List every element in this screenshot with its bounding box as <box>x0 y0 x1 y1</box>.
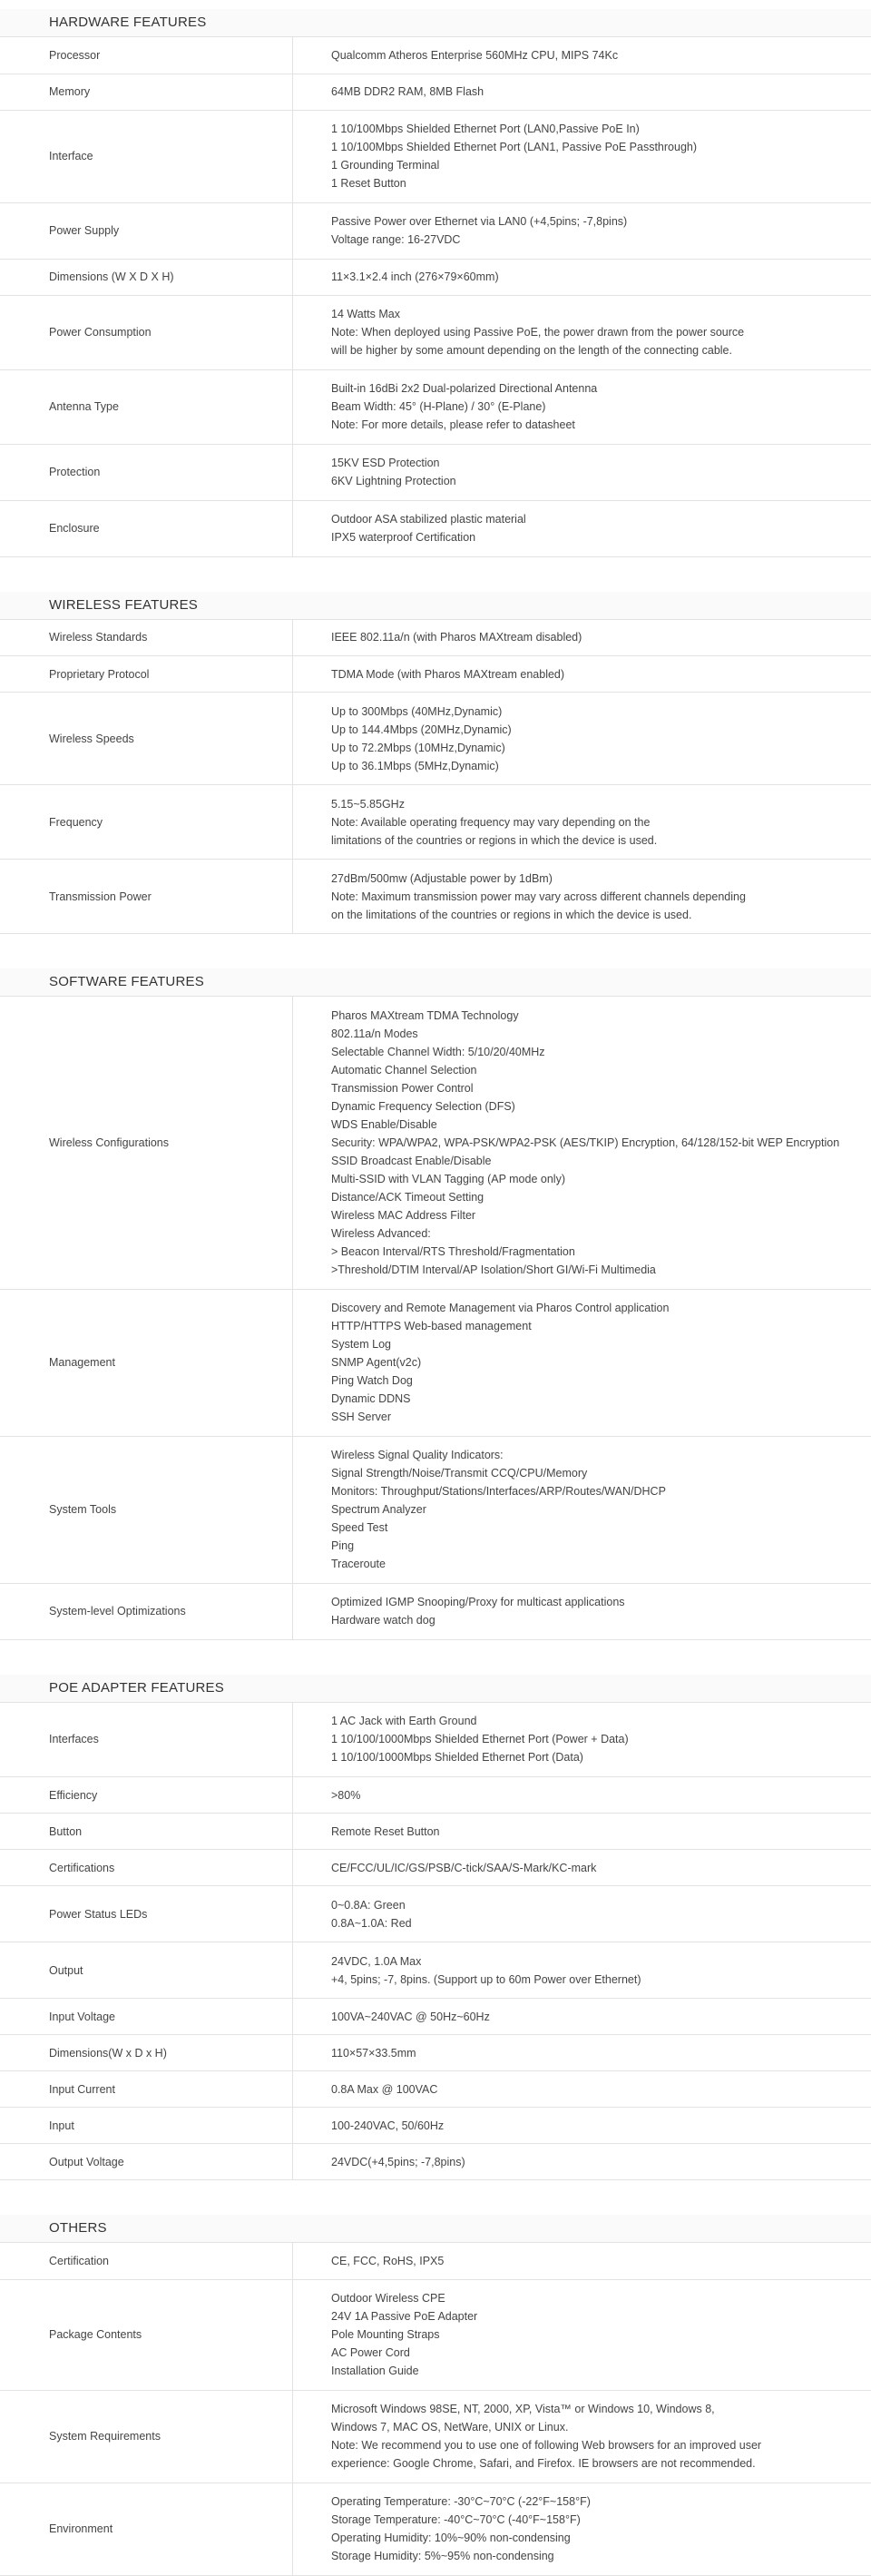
spec-value-line: Wireless Signal Quality Indicators: <box>331 1446 853 1464</box>
spec-row-interfaces <box>0 1703 871 1777</box>
spec-label: Power Consumption <box>0 295 293 369</box>
spec-label: Enclosure <box>0 500 293 556</box>
spec-row-package-contents <box>0 2279 871 2390</box>
spec-value <box>293 369 871 444</box>
spec-label: Input Voltage <box>0 1999 293 2035</box>
spec-label: Wireless Standards <box>0 620 293 656</box>
spec-value-line: will be higher by some amount depending on the length of the connecting cable. <box>331 341 853 359</box>
spec-value-line: on the limitations of the countries or regions in which the device is used. <box>331 906 853 924</box>
spec-label: Environment <box>0 2483 293 2575</box>
spec-value <box>293 1814 871 1850</box>
spec-value-line: Windows 7, MAC OS, NetWare, UNIX or Linux. <box>331 2418 853 2436</box>
spec-value <box>293 2035 871 2071</box>
spec-value-line: WDS Enable/Disable <box>331 1116 853 1134</box>
spec-table <box>0 2243 871 2576</box>
spec-value <box>293 656 871 693</box>
spec-value-line: 1 Grounding Terminal <box>331 156 853 174</box>
spec-value-line: SSID Broadcast Enable/Disable <box>331 1152 853 1170</box>
spec-label: Certifications <box>0 1850 293 1886</box>
spec-value-line: Wireless MAC Address Filter <box>331 1206 853 1224</box>
spec-value-line: > Beacon Interval/RTS Threshold/Fragmentation <box>331 1243 853 1261</box>
spec-row-dimensions-w-x-d-x-h <box>0 259 871 295</box>
spec-value <box>293 259 871 295</box>
spec-value <box>293 620 871 656</box>
spec-value-line: Outdoor ASA stabilized plastic material <box>331 510 853 528</box>
spec-value-line: 0~0.8A: Green <box>331 1896 853 1914</box>
spec-value <box>293 74 871 110</box>
spec-label: System-level Optimizations <box>0 1583 293 1639</box>
spec-value-line: Note: When deployed using Passive PoE, the power drawn from the power source <box>331 323 853 341</box>
spec-row-input <box>0 2108 871 2144</box>
spec-label: Interfaces <box>0 1703 293 1777</box>
spec-label: Antenna Type <box>0 369 293 444</box>
spec-label: Interface <box>0 110 293 202</box>
spec-value-line: Note: We recommend you to use one of following Web browsers for an improved user <box>331 2436 853 2454</box>
spec-value <box>293 295 871 369</box>
spec-row-output <box>0 1942 871 1999</box>
section-spacer <box>0 2180 871 2215</box>
spec-value-line: AC Power Cord <box>331 2344 853 2362</box>
spec-value <box>293 1703 871 1777</box>
spec-value <box>293 1289 871 1436</box>
spec-row-proprietary-protocol <box>0 656 871 693</box>
spec-value-line: 0.8A~1.0A: Red <box>331 1914 853 1932</box>
spec-row-input-current <box>0 2071 871 2108</box>
spec-value <box>293 37 871 74</box>
section-poe-adapter-features <box>0 1675 871 2181</box>
spec-value-line: 1 10/100Mbps Shielded Ethernet Port (LAN1, Passive PoE Passthrough) <box>331 138 853 156</box>
spec-value-line: Operating Humidity: 10%~90% non-condensing <box>331 2529 853 2547</box>
spec-value-line: Dynamic DDNS <box>331 1390 853 1408</box>
spec-value-line: Monitors: Throughput/Stations/Interfaces/ARP/Routes/WAN/DHCP <box>331 1482 853 1500</box>
spec-value <box>293 693 871 785</box>
spec-value-line: Beam Width: 45° (H-Plane) / 30° (E-Plane) <box>331 398 853 416</box>
spec-value-line: 0.8A Max @ 100VAC <box>331 2080 853 2099</box>
spec-row-dimensions-w-x-d-x-h <box>0 2035 871 2071</box>
spec-value-line: TDMA Mode (with Pharos MAXtream enabled) <box>331 665 853 683</box>
spec-value-line: Passive Power over Ethernet via LAN0 (+4,5pins; -7,8pins) <box>331 212 853 231</box>
spec-value-line: 15KV ESD Protection <box>331 454 853 472</box>
spec-value-line: Microsoft Windows 98SE, NT, 2000, XP, Vista™ or Windows 10, Windows 8, <box>331 2400 853 2418</box>
spec-row-protection <box>0 444 871 500</box>
spec-label: Input Current <box>0 2071 293 2108</box>
spec-label: Certification <box>0 2243 293 2279</box>
spec-value-line: 27dBm/500mw (Adjustable power by 1dBm) <box>331 870 853 888</box>
spec-value-line: 14 Watts Max <box>331 305 853 323</box>
spec-row-power-consumption <box>0 295 871 369</box>
spec-row-environment <box>0 2483 871 2575</box>
spec-value-line: 5.15~5.85GHz <box>331 795 853 813</box>
section-wireless-features <box>0 592 871 935</box>
spec-value-line: Remote Reset Button <box>331 1823 853 1841</box>
spec-value-line: Transmission Power Control <box>331 1079 853 1097</box>
section-title: OTHERS <box>0 2215 871 2243</box>
spec-label: Efficiency <box>0 1777 293 1814</box>
section-title: WIRELESS FEATURES <box>0 592 871 620</box>
spec-value-line: experience: Google Chrome, Safari, and Firefox. IE browsers are not recommended. <box>331 2454 853 2473</box>
spec-value <box>293 785 871 860</box>
spec-value <box>293 1850 871 1886</box>
spec-value-line: SSH Server <box>331 1408 853 1426</box>
spec-label: Button <box>0 1814 293 1850</box>
spec-value-line: Qualcomm Atheros Enterprise 560MHz CPU, MIPS 74Kc <box>331 46 853 64</box>
spec-value-line: Note: Available operating frequency may vary depending on the <box>331 813 853 831</box>
spec-value-line: Ping <box>331 1537 853 1555</box>
spec-value <box>293 1999 871 2035</box>
spec-value <box>293 997 871 1289</box>
spec-row-transmission-power <box>0 860 871 934</box>
spec-value-line: SNMP Agent(v2c) <box>331 1353 853 1372</box>
spec-value-line: Up to 36.1Mbps (5MHz,Dynamic) <box>331 757 853 775</box>
spec-value-line: Storage Humidity: 5%~95% non-condensing <box>331 2547 853 2565</box>
spec-value <box>293 444 871 500</box>
spec-value-line: limitations of the countries or regions in which the device is used. <box>331 831 853 850</box>
section-software-features <box>0 968 871 1640</box>
section-spacer <box>0 1640 871 1675</box>
spec-value-line: 1 Reset Button <box>331 174 853 192</box>
spec-table <box>0 620 871 935</box>
spec-value-line: Note: Maximum transmission power may vary across different channels depending <box>331 888 853 906</box>
spec-row-certification <box>0 2243 871 2279</box>
section-others <box>0 2215 871 2576</box>
spec-row-management <box>0 1289 871 1436</box>
spec-label: Memory <box>0 74 293 110</box>
spec-value-line: Pole Mounting Straps <box>331 2325 853 2344</box>
spec-value-line: Voltage range: 16-27VDC <box>331 231 853 249</box>
spec-value-line: Up to 144.4Mbps (20MHz,Dynamic) <box>331 721 853 739</box>
spec-value-line: 6KV Lightning Protection <box>331 472 853 490</box>
section-title: POE ADAPTER FEATURES <box>0 1675 871 1703</box>
spec-value-line: 64MB DDR2 RAM, 8MB Flash <box>331 83 853 101</box>
spec-label: Dimensions (W X D X H) <box>0 259 293 295</box>
spec-row-enclosure <box>0 500 871 556</box>
spec-value-line: Up to 300Mbps (40MHz,Dynamic) <box>331 703 853 721</box>
spec-value-line: Automatic Channel Selection <box>331 1061 853 1079</box>
section-spacer <box>0 934 871 968</box>
spec-row-interface <box>0 110 871 202</box>
spec-label: Wireless Speeds <box>0 693 293 785</box>
spec-value <box>293 2144 871 2180</box>
spec-label: Power Supply <box>0 202 293 259</box>
spec-value-line: IPX5 waterproof Certification <box>331 528 853 546</box>
spec-value-line: 100VA~240VAC @ 50Hz~60Hz <box>331 2008 853 2026</box>
spec-value-line: Note: For more details, please refer to datasheet <box>331 416 853 434</box>
spec-value-line: CE, FCC, RoHS, IPX5 <box>331 2252 853 2270</box>
spec-value <box>293 1436 871 1583</box>
spec-label: System Requirements <box>0 2390 293 2483</box>
spec-value-line: System Log <box>331 1335 853 1353</box>
spec-label: Frequency <box>0 785 293 860</box>
spec-row-certifications <box>0 1850 871 1886</box>
spec-row-wireless-standards <box>0 620 871 656</box>
spec-row-output-voltage <box>0 2144 871 2180</box>
spec-value-line: >Threshold/DTIM Interval/AP Isolation/Short GI/Wi-Fi Multimedia <box>331 1261 853 1279</box>
spec-value-line: Traceroute <box>331 1555 853 1573</box>
spec-value-line: 24VDC(+4,5pins; -7,8pins) <box>331 2153 853 2171</box>
spec-row-wireless-speeds <box>0 693 871 785</box>
spec-value-line: Discovery and Remote Management via Pharos Control application <box>331 1299 853 1317</box>
spec-value-line: Built-in 16dBi 2x2 Dual-polarized Directional Antenna <box>331 379 853 398</box>
spec-value-line: Up to 72.2Mbps (10MHz,Dynamic) <box>331 739 853 757</box>
spec-value-line: Hardware watch dog <box>331 1611 853 1629</box>
spec-value <box>293 2390 871 2483</box>
spec-value-line: Installation Guide <box>331 2362 853 2380</box>
spec-value-line: >80% <box>331 1786 853 1804</box>
spec-label: Package Contents <box>0 2279 293 2390</box>
spec-row-wireless-configurations <box>0 997 871 1289</box>
spec-value-line: 110×57×33.5mm <box>331 2044 853 2062</box>
spec-value <box>293 860 871 934</box>
section-title: HARDWARE FEATURES <box>0 9 871 37</box>
spec-value-line: Storage Temperature: -40°C~70°C (-40°F~158°F) <box>331 2511 853 2529</box>
spec-value-line: Dynamic Frequency Selection (DFS) <box>331 1097 853 1116</box>
spec-value-line: Optimized IGMP Snooping/Proxy for multicast applications <box>331 1593 853 1611</box>
section-title: SOFTWARE FEATURES <box>0 968 871 997</box>
spec-value <box>293 2279 871 2390</box>
spec-value-line: +4, 5pins; -7, 8pins. (Support up to 60m Power over Ethernet) <box>331 1971 853 1989</box>
spec-row-system-level-optimizations <box>0 1583 871 1639</box>
spec-table <box>0 37 871 557</box>
spec-label: Protection <box>0 444 293 500</box>
spec-value-line: 24VDC, 1.0A Max <box>331 1952 853 1971</box>
spec-value <box>293 202 871 259</box>
spec-label: Management <box>0 1289 293 1436</box>
spec-value-line: 24V 1A Passive PoE Adapter <box>331 2307 853 2325</box>
spec-value-line: Operating Temperature: -30°C~70°C (-22°F~158°F) <box>331 2492 853 2511</box>
spec-row-system-requirements <box>0 2390 871 2483</box>
spec-label: Output Voltage <box>0 2144 293 2180</box>
spec-row-power-supply <box>0 202 871 259</box>
spec-value-line: Ping Watch Dog <box>331 1372 853 1390</box>
spec-value <box>293 110 871 202</box>
spec-value <box>293 1583 871 1639</box>
spec-label: Dimensions(W x D x H) <box>0 2035 293 2071</box>
spec-value-line: 1 10/100/1000Mbps Shielded Ethernet Port (Data) <box>331 1748 853 1766</box>
spec-value <box>293 2243 871 2279</box>
spec-value-line: 1 10/100/1000Mbps Shielded Ethernet Port (Power + Data) <box>331 1730 853 1748</box>
spec-label: Output <box>0 1942 293 1999</box>
spec-label: Transmission Power <box>0 860 293 934</box>
spec-row-power-status-leds <box>0 1886 871 1942</box>
spec-value-line: 100-240VAC, 50/60Hz <box>331 2117 853 2135</box>
spec-value-line: Security: WPA/WPA2, WPA-PSK/WPA2-PSK (AES/TKIP) Encryption, 64/128/152-bit WEP Encryption <box>331 1134 853 1152</box>
spec-label: Proprietary Protocol <box>0 656 293 693</box>
spec-value <box>293 1942 871 1999</box>
spec-row-button <box>0 1814 871 1850</box>
spec-value <box>293 2483 871 2575</box>
spec-row-frequency <box>0 785 871 860</box>
spec-row-memory <box>0 74 871 110</box>
spec-value <box>293 2108 871 2144</box>
spec-value-line: 1 10/100Mbps Shielded Ethernet Port (LAN0,Passive PoE In) <box>331 120 853 138</box>
spec-label: Power Status LEDs <box>0 1886 293 1942</box>
spec-value-line: CE/FCC/UL/IC/GS/PSB/C-tick/SAA/S-Mark/KC-mark <box>331 1859 853 1877</box>
spec-table <box>0 1703 871 2181</box>
spec-label: System Tools <box>0 1436 293 1583</box>
spec-value <box>293 1777 871 1814</box>
spec-value-line: Pharos MAXtream TDMA Technology <box>331 1007 853 1025</box>
spec-row-processor <box>0 37 871 74</box>
spec-label: Wireless Configurations <box>0 997 293 1289</box>
spec-value-line: Signal Strength/Noise/Transmit CCQ/CPU/Memory <box>331 1464 853 1482</box>
spec-row-input-voltage <box>0 1999 871 2035</box>
spec-value-line: 11×3.1×2.4 inch (276×79×60mm) <box>331 268 853 286</box>
spec-value-line: HTTP/HTTPS Web-based management <box>331 1317 853 1335</box>
spec-value <box>293 500 871 556</box>
spec-value-line: Multi-SSID with VLAN Tagging (AP mode only) <box>331 1170 853 1188</box>
spec-value-line: Spectrum Analyzer <box>331 1500 853 1519</box>
spec-value-line: 1 AC Jack with Earth Ground <box>331 1712 853 1730</box>
section-spacer <box>0 557 871 592</box>
spec-value-line: Distance/ACK Timeout Setting <box>331 1188 853 1206</box>
spec-label: Input <box>0 2108 293 2144</box>
spec-row-antenna-type <box>0 369 871 444</box>
spec-label: Processor <box>0 37 293 74</box>
section-hardware-features <box>0 9 871 557</box>
spec-value <box>293 2071 871 2108</box>
spec-value-line: IEEE 802.11a/n (with Pharos MAXtream disabled) <box>331 628 853 646</box>
spec-value-line: Wireless Advanced: <box>331 1224 853 1243</box>
spec-value <box>293 1886 871 1942</box>
spec-table <box>0 997 871 1640</box>
spec-row-system-tools <box>0 1436 871 1583</box>
spec-value-line: Selectable Channel Width: 5/10/20/40MHz <box>331 1043 853 1061</box>
spec-value-line: Speed Test <box>331 1519 853 1537</box>
spec-row-efficiency <box>0 1777 871 1814</box>
spec-value-line: Outdoor Wireless CPE <box>331 2289 853 2307</box>
spec-value-line: 802.11a/n Modes <box>331 1025 853 1043</box>
